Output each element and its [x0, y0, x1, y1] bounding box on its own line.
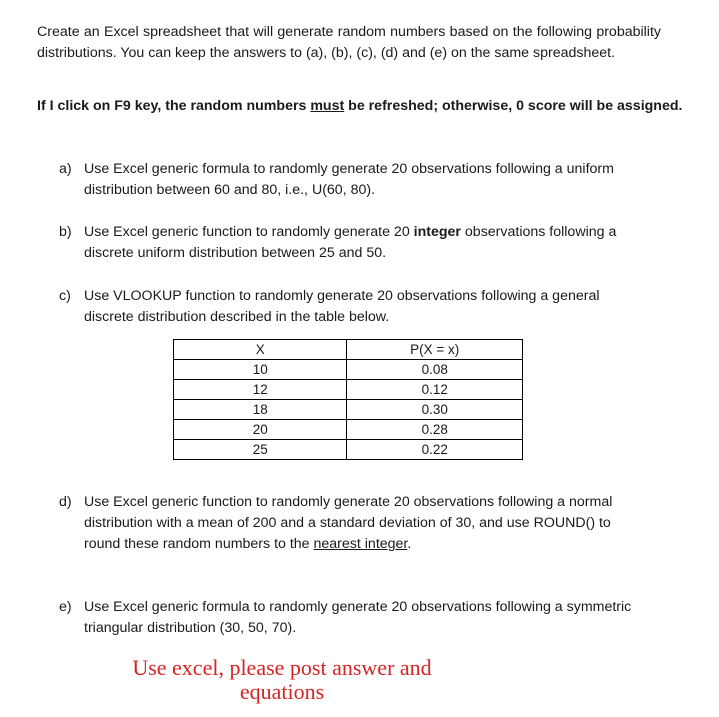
question-a [59, 159, 649, 201]
table-cell-probability: 0.12 [347, 380, 523, 400]
question-b-text-start: Use Excel generic function to randomly generate 20 [84, 224, 414, 240]
question-e-marker: e) [59, 599, 72, 615]
question-d-marker: d) [59, 494, 72, 510]
question-e [59, 597, 649, 639]
table-cell-probability: 0.28 [347, 420, 523, 440]
question-b-marker: b) [59, 224, 72, 240]
question-b [59, 222, 649, 264]
table-cell-x: 20 [174, 420, 347, 440]
warning-emphasis: must [310, 98, 345, 114]
table-cell-x: 10 [174, 360, 347, 380]
table-row [174, 420, 523, 440]
question-c [59, 286, 649, 328]
table-header-probability: P(X = x) [347, 340, 523, 360]
table-cell-probability: 0.22 [347, 440, 523, 460]
warning-text-end: be refreshed; otherwise, 0 score will be assigned. [344, 98, 683, 114]
question-e-text: Use Excel generic formula to randomly generate 20 observations following a symmetric triangular distribution (30, 50, 70). [84, 599, 632, 636]
table-cell-x: 12 [174, 380, 347, 400]
table-row [174, 380, 523, 400]
table-cell-probability: 0.08 [347, 360, 523, 380]
intro-paragraph: Create an Excel spreadsheet that will generate random numbers based on the following probability distributions. You can keep the answers to (a), (b), (c), (d) and (e) on the same spreadsheet. [37, 24, 661, 61]
question-c-text: Use VLOOKUP function to randomly generate 20 observations following a general discrete distribution described in the table below. [84, 288, 600, 325]
question-d-text-start: Use Excel generic function to randomly generate 20 observations following a normal distribution with a mean of 200 and a standard deviation of 30, and use ROUND() to round these random numbers to the [84, 494, 613, 552]
distribution-table [173, 339, 523, 460]
question-b-text-end: observations following a discrete uniform distribution between 25 and 50. [84, 224, 617, 261]
question-d-underlined: nearest integer [313, 536, 408, 552]
f9-warning [37, 96, 683, 117]
table-row [174, 400, 523, 420]
question-a-marker: a) [59, 161, 72, 177]
question-d-text-end: . [407, 536, 412, 552]
question-b-text [84, 222, 649, 264]
table-cell-x: 18 [174, 400, 347, 420]
question-b-bold-word: integer [413, 224, 461, 240]
table-cell-x: 25 [174, 440, 347, 460]
table-header-row [174, 340, 523, 360]
table-cell-probability: 0.30 [347, 400, 523, 420]
warning-text-start: If I click on F9 key, the random numbers [37, 98, 311, 114]
question-d-text [84, 492, 649, 555]
handwritten-note: Use excel, please post answer and equations [132, 655, 432, 704]
table-row [174, 440, 523, 460]
question-c-marker: c) [59, 288, 71, 304]
question-a-text: Use Excel generic formula to randomly generate 20 observations following a uniform distribution between 60 and 80, i.e., U(60, 80). [84, 161, 614, 198]
table-header-x: X [174, 340, 347, 360]
question-d [59, 492, 649, 555]
table-row [174, 360, 523, 380]
